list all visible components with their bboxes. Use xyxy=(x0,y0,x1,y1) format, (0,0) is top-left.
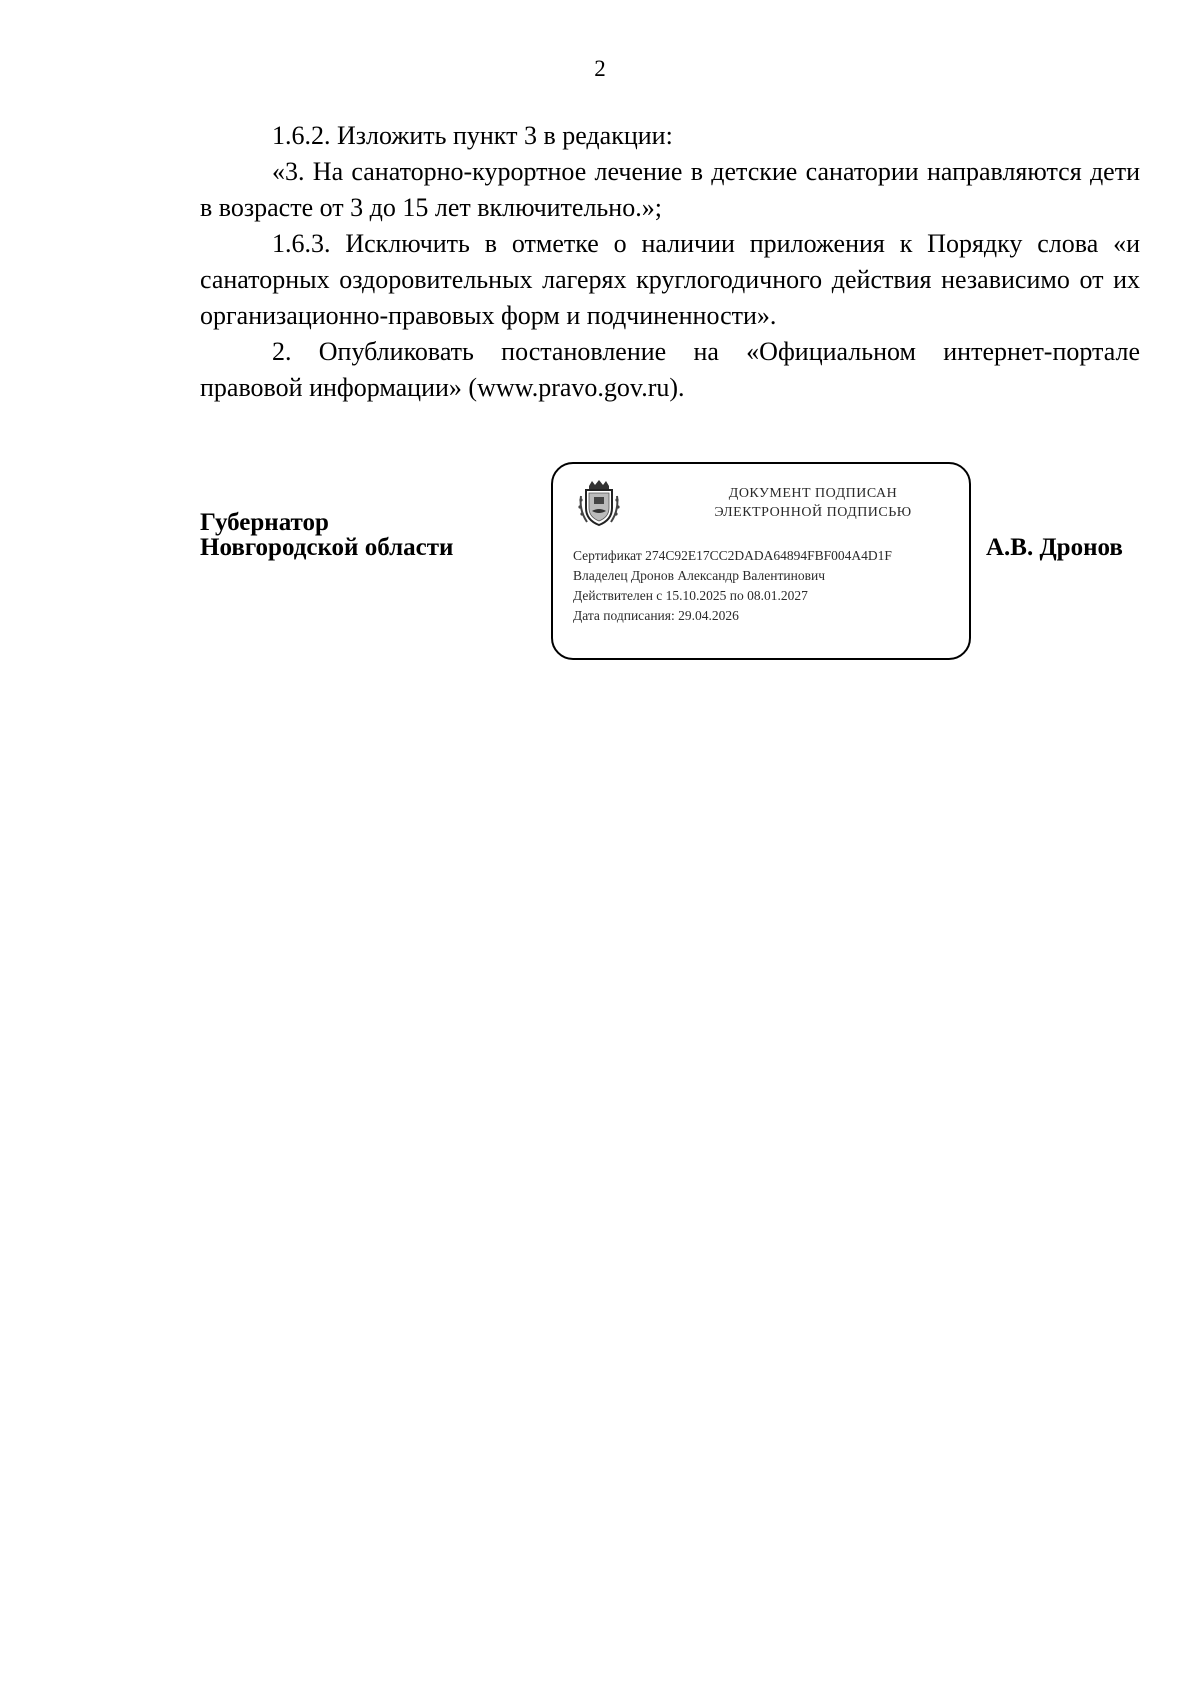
paragraph-quote-3: «3. На санаторно-курортное лечение в детские санатории направляются дети в возрасте от 3 до 15 лет включительно.»; xyxy=(200,157,1140,222)
signatory-position xyxy=(200,510,453,560)
stamp-validity: Действителен с 15.10.2025 по 08.01.2027 xyxy=(573,588,808,603)
stamp-owner: Владелец Дронов Александр Валентинович xyxy=(573,568,825,583)
page-number: 2 xyxy=(594,56,606,81)
paragraph-1-6-3: 1.6.3. Исключить в отметке о наличии приложения к Порядку слова «и санаторных оздоровительных лагерях круглогодичного действия независимо от их организационно-правовых форм и подчиненности». xyxy=(200,229,1140,330)
stamp-signed-date: Дата подписания: 29.04.2026 xyxy=(573,608,739,623)
stamp-certificate: Сертификат 274C92E17CC2DADA64894FBF004A4D1F xyxy=(573,548,892,563)
stamp-details xyxy=(573,546,963,626)
stamp-header-line2: ЭЛЕКТРОННОЙ ПОДПИСЬЮ xyxy=(714,505,912,520)
signatory-title: Губернатор xyxy=(200,509,329,536)
signatory-region: Новгородской области xyxy=(200,534,454,561)
electronic-signature-stamp xyxy=(551,462,971,660)
document-body xyxy=(200,118,1140,406)
stamp-header xyxy=(663,484,963,522)
signatory-name: А.В. Дронов xyxy=(986,534,1123,561)
paragraph-1-6-2: 1.6.2. Изложить пункт 3 в редакции: xyxy=(272,121,673,150)
region-coat-of-arms-icon xyxy=(577,478,621,528)
paragraph-2: 2. Опубликовать постановление на «Официальном интернет-портале правовой информации» (www.pravo.gov.ru). xyxy=(200,337,1140,402)
stamp-header-line1: ДОКУМЕНТ ПОДПИСАН xyxy=(728,486,898,501)
